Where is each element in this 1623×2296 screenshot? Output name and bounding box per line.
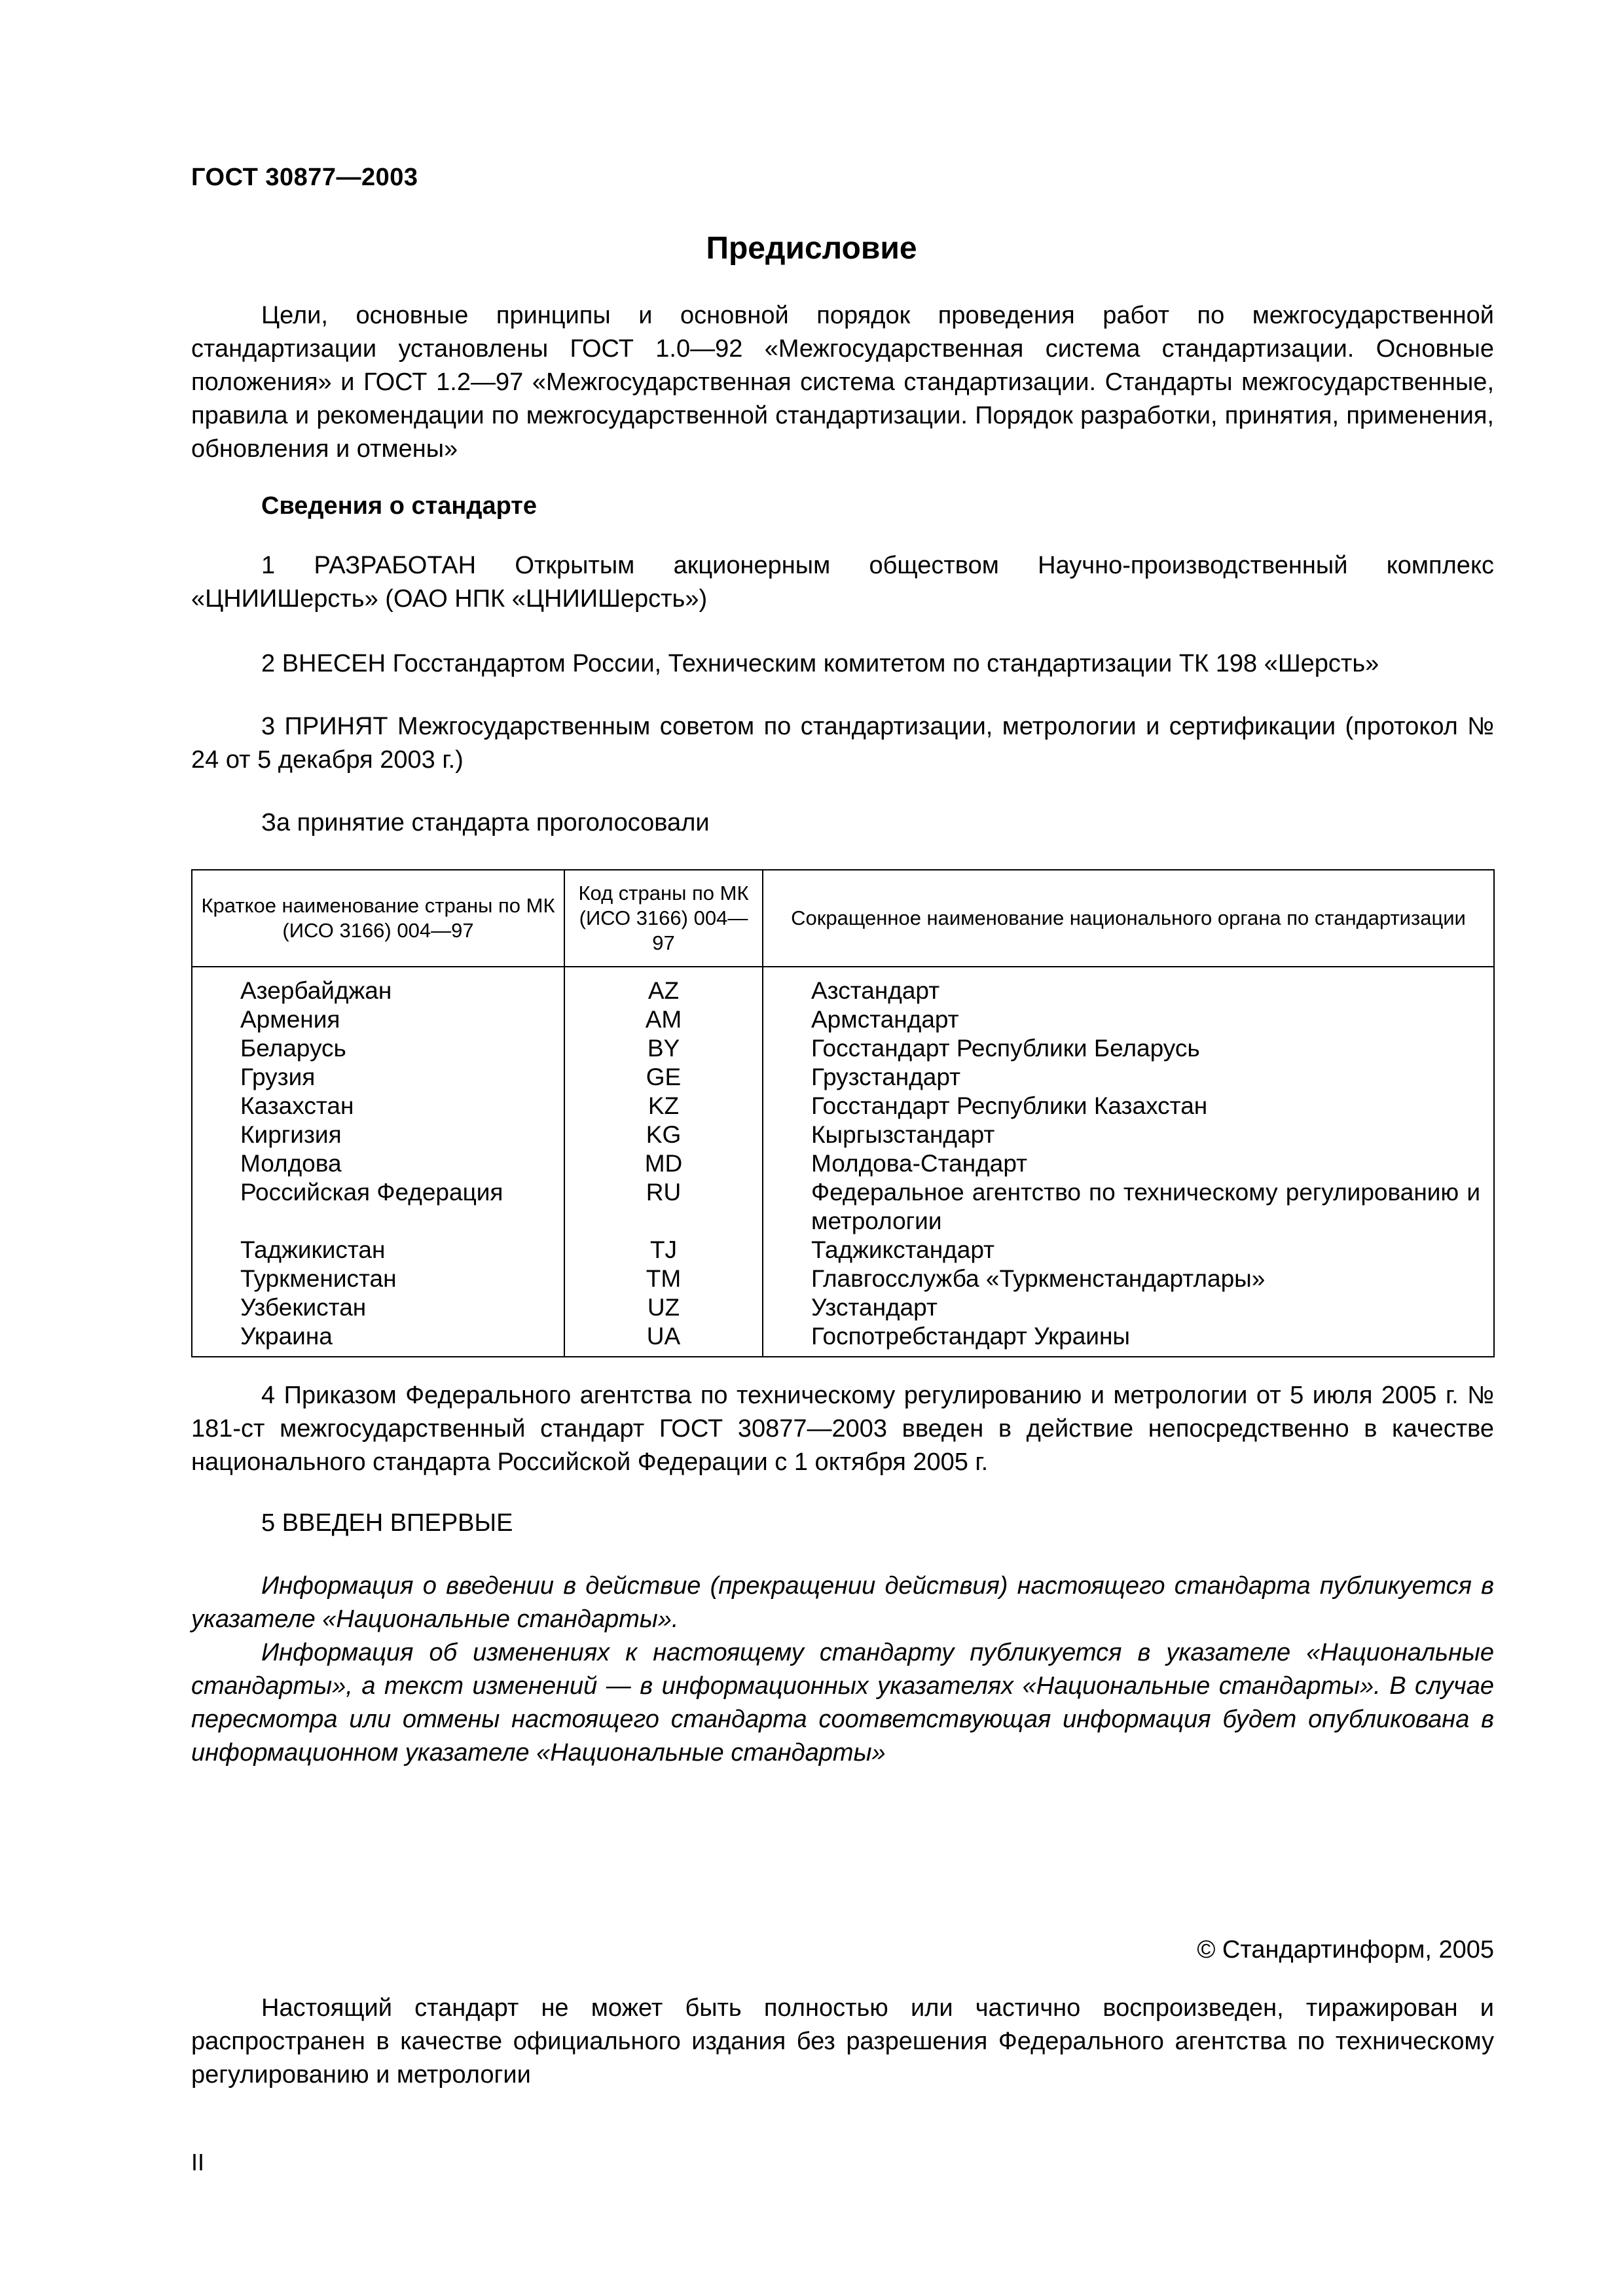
table-cell-org: Грузстандарт	[811, 1064, 961, 1090]
table-cell-org: Госпотребстандарт Украины	[811, 1323, 1130, 1350]
header-country: Краткое наименование страны по МК (ИСО 3166) 004—97	[192, 870, 564, 967]
table-cell-country: Молдова	[240, 1150, 342, 1177]
disclaimer: Настоящий стандарт не может быть полностью или частично воспроизведен, тиражирован и распространен в качестве официального издания без разрешения Федерального агентства по техническому регулированию и метрологии	[191, 1994, 1494, 2089]
table-cell-country: Таджикистан	[240, 1236, 386, 1263]
item-adopted: 3 ПРИНЯТ Межгосударственным советом по стандартизации, метрологии и сертификации (протокол № 24 от 5 декабря 2003 г.)	[191, 713, 1494, 774]
table-cell-country: Армения	[240, 1006, 340, 1033]
table-cell-country: Азербайджан	[240, 977, 392, 1004]
table-cell-org: Кыргызстандарт	[811, 1121, 995, 1148]
table-cell-country: Узбекистан	[240, 1294, 367, 1321]
table-cell-org: Главгосслужба «Туркменстандартлары»	[811, 1265, 1266, 1292]
table-cell-org: Таджикстандарт	[811, 1236, 995, 1263]
country-column	[192, 967, 564, 1356]
item-order: 4 Приказом Федерального агентства по техническому регулированию и метрологии от 5 июля 2005 г. № 181-ст межгосударственный стандарт ГОСТ 30877—2003 введен в действие непосредственно в качестве национального стандарта Российской Федерации с 1 октября 2005 г.	[191, 1382, 1494, 1476]
table-cell-code: AM	[645, 1006, 682, 1033]
copyright: © Стандартинформ, 2005	[1197, 1936, 1494, 1964]
table-cell-org: Федеральное агентство по техническому регулированию и метрологии	[811, 1179, 1480, 1234]
notice-publication: Информация о введении в действие (прекращении действия) настоящего стандарта публикуется в указателе «Национальные стандарты».	[191, 1572, 1494, 1633]
item-introduced: 2 ВНЕСЕН Госстандартом России, Техническим комитетом по стандартизации ТК 198 «Шерсть»	[261, 650, 1379, 677]
intro-paragraph: Цели, основные принципы и основной порядок проведения работ по межгосударственной стандартизации установлены ГОСТ 1.0—92 «Межгосударственная система стандартизации. Основные положения» и ГОСТ 1.2—97 «Межгосударственная система стандартизации. Стандарты межгосударственные, правила и рекомендации по межгосударственной стандартизации. Порядок разработки, принятия, применения, обновления и отмены»	[191, 302, 1494, 463]
table-cell-code: TM	[646, 1265, 682, 1292]
table-cell-country: Российская Федерация	[240, 1179, 503, 1206]
page-number: II	[191, 2149, 205, 2176]
table-cell-code: KZ	[647, 1092, 680, 1119]
document-code: ГОСТ 30877—2003	[191, 164, 418, 191]
table-cell-org: Армстандарт	[811, 1006, 959, 1033]
table-cell-org: Госстандарт Республики Казахстан	[811, 1092, 1208, 1119]
table-cell-code: GE	[646, 1064, 682, 1090]
table-cell-code: UZ	[647, 1294, 680, 1321]
table-cell-country: Туркменистан	[240, 1265, 397, 1292]
voted-caption: За принятие стандарта проголосовали	[261, 809, 710, 836]
notice-changes: Информация об изменениях к настоящему стандарту публикуется в указателе «Национальные стандарты», а текст изменений — в информационных указателях «Национальные стандарты». В случае пересмотра или отмены настоящего стандарта соответствующая информация будет опубликована в информационном указателе «Национальные стандарты»	[191, 1639, 1494, 1767]
item-developed: 1 РАЗРАБОТАН Открытым акционерным обществом Научно-производственный комплекс «ЦНИИШерсть» (ОАО НПК «ЦНИИШерсть»)	[191, 552, 1494, 613]
table-cell-org: Узстандарт	[811, 1294, 938, 1321]
code-column	[564, 967, 763, 1356]
header-org: Сокращенное наименование национального органа по стандартизации	[763, 870, 1494, 967]
table-cell-org: Молдова-Стандарт	[811, 1150, 1028, 1177]
table-cell-country: Казахстан	[240, 1092, 354, 1119]
table-body	[192, 967, 1494, 1356]
header-code: Код страны по МК (ИСО 3166) 004—97	[564, 870, 763, 967]
page-title: Предисловие	[706, 231, 917, 266]
table-cell-code: KG	[646, 1121, 682, 1148]
table-cell-code: UA	[646, 1323, 681, 1350]
table-cell-org: Азстандарт	[811, 977, 940, 1004]
table-cell-country: Грузия	[240, 1064, 316, 1090]
table-cell-code: AZ	[647, 977, 680, 1004]
table-cell-country: Беларусь	[240, 1035, 346, 1062]
table-cell-code: TJ	[649, 1236, 678, 1263]
voting-countries-table	[191, 869, 1495, 1357]
table-header-row	[192, 870, 1494, 967]
table-cell-code: MD	[644, 1150, 683, 1177]
table-cell-org: Госстандарт Республики Беларусь	[811, 1035, 1200, 1062]
org-column	[763, 967, 1494, 1356]
table-cell-country: Киргизия	[240, 1121, 342, 1148]
item-first-time: 5 ВВЕДЕН ВПЕРВЫЕ	[261, 1509, 513, 1537]
table-cell-code: RU	[646, 1179, 682, 1206]
table-cell-country: Украина	[240, 1323, 333, 1350]
section-subheading: Сведения о стандарте	[261, 492, 538, 520]
table-cell-code: BY	[647, 1035, 680, 1062]
